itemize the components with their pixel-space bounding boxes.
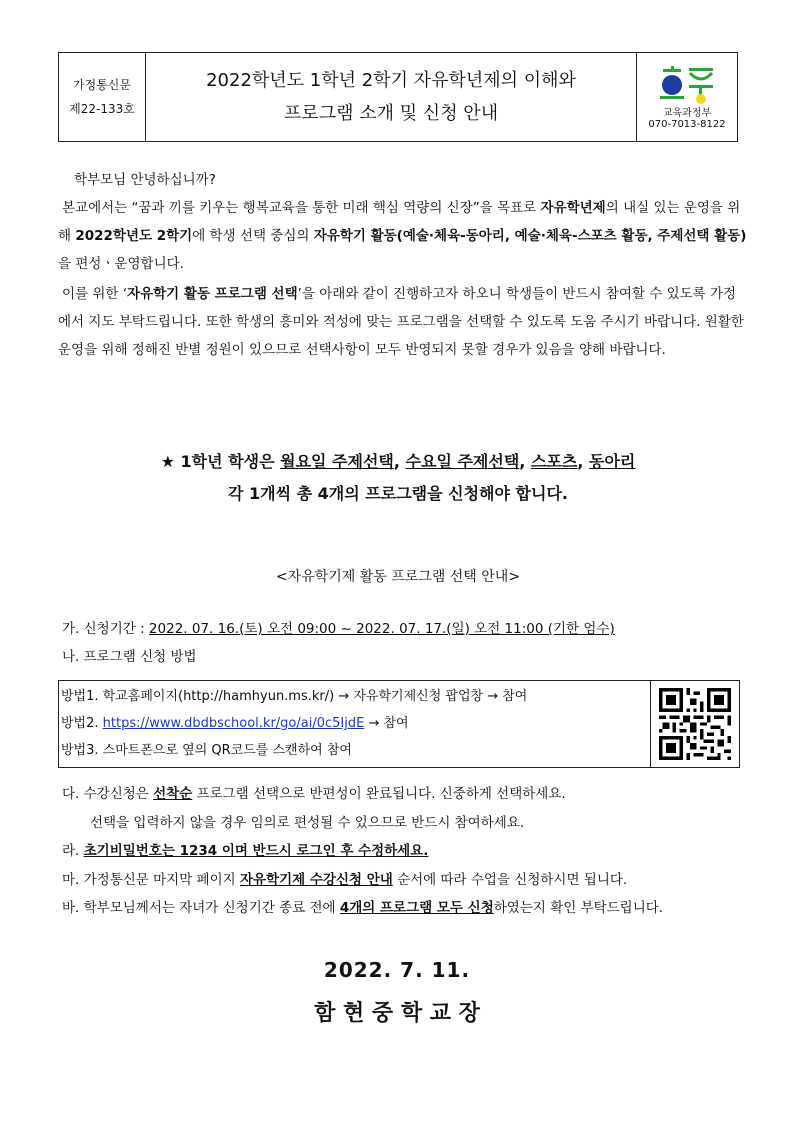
principal-signature: 함 현 중 학 교 장 (314, 1001, 480, 1026)
application-period: 가. 신청기간 : 2022. 07. 16.(토) 오전 09:00 ~ 2022. 07. 17.(일) 오전 11:00 (기한 엄수) (62, 621, 615, 637)
method-3: 방법3. 스마트폰으로 옆의 QR코드를 스캔하여 참여 (61, 743, 352, 758)
department-name: 교육과정부 (662, 107, 712, 119)
intro-paragraph: 본교에서는 “꿈과 끼를 키우는 행복교육을 통한 미래 핵심 역량의 신장”을 목표로 자유학년제의 내실 있는 운영을 위해 2022학년도 2학기에 학생 선택 중심의 자유학기 활동(예술·체육-동아리, 예술·체육-스포츠 활동, 주제선택 활동)을 편성ㆍ운영합니다. (58, 200, 747, 272)
issue-number: 제22-133호 (69, 102, 135, 116)
item-ma: 마. 가정통신문 마지막 페이지 자유학기제 수강신청 안내 순서에 따라 수업을 신청하시면 됩니다. (62, 871, 628, 888)
document-title (146, 53, 637, 141)
methods-box (58, 680, 740, 768)
qr-code-icon (659, 688, 731, 760)
item-da-line2: 선택을 입력하지 않을 경우 임의로 편성될 수 있으므로 반드시 참여하세요. (90, 814, 525, 831)
star-icon: ★ (160, 452, 175, 471)
greeting: 학부모님 안녕하십니까? (74, 172, 216, 188)
method-label: 나. 프로그램 신청 방법 (62, 649, 197, 665)
notice-line-2: 각 1개씩 총 4개의 프로그램을 신청해야 합니다. (228, 484, 568, 503)
qr-code[interactable] (651, 681, 739, 767)
title-line-2: 프로그램 소개 및 신청 안내 (283, 103, 499, 124)
item-ra: 라. 초기비밀번호는 1234 이며 반드시 로그인 후 수정하세요. (62, 843, 429, 859)
department-phone: 070-7013-8122 (648, 118, 726, 130)
selection-paragraph: 이를 위한 ‘자유학기 활동 프로그램 선택’을 아래와 같이 진행하고자 하오니 학생들이 반드시 참여할 수 있도록 가정에서 지도 부탁드립니다. 또한 학생의 흥미와 적성에 맞는 프로그램을 선택할 수 있도록 도움 주시기 바랍니다. 원활한 운영을 위해 정해진 반별 정원이 있으므로 선택사항이 모두 반영되지 못할 경우가 있음을 양해 바랍니다. (58, 286, 744, 358)
item-da: 다. 수강신청은 선착순 프로그램 선택으로 반편성이 완료됩니다. 신중하게 선택하세요. (62, 786, 566, 802)
methods-list (59, 681, 651, 767)
document-date: 2022. 7. 11. (323, 958, 471, 982)
instructions-list (62, 780, 742, 923)
section-title: <자유학기제 활동 프로그램 선택 안내> (275, 569, 521, 585)
issuer-label: 가정통신문 (73, 78, 131, 92)
method-2: 방법2. https://www.dbdbschool.kr/go/ai/0c5IjdE → 참여 (61, 716, 409, 731)
application-link[interactable]: https://www.dbdbschool.kr/go/ai/0c5IjdE (102, 716, 365, 731)
method-1: 방법1. 학교홈페이지(http://hamhyun.ms.kr/) → 자유학기제신청 팝업창 → 참여 (61, 689, 528, 704)
school-logo-area (637, 53, 737, 141)
issue-info (59, 53, 146, 141)
school-logo-icon (659, 65, 715, 105)
title-line-1: 2022학년도 1학년 2학기 자유학년제의 이해와 (206, 70, 576, 91)
item-ba: 바. 학부모님께서는 자녀가 신청기간 종료 전에 4개의 프로그램 모두 신청하였는지 확인 부탁드립니다. (62, 900, 664, 916)
important-notice: ★ 1학년 학생은 월요일 주제선택, 수요일 주제선택, 스포츠, 동아리 각 1개씩 총 4개의 프로그램을 신청해야 합니다. (58, 446, 738, 510)
header-box (58, 52, 738, 142)
